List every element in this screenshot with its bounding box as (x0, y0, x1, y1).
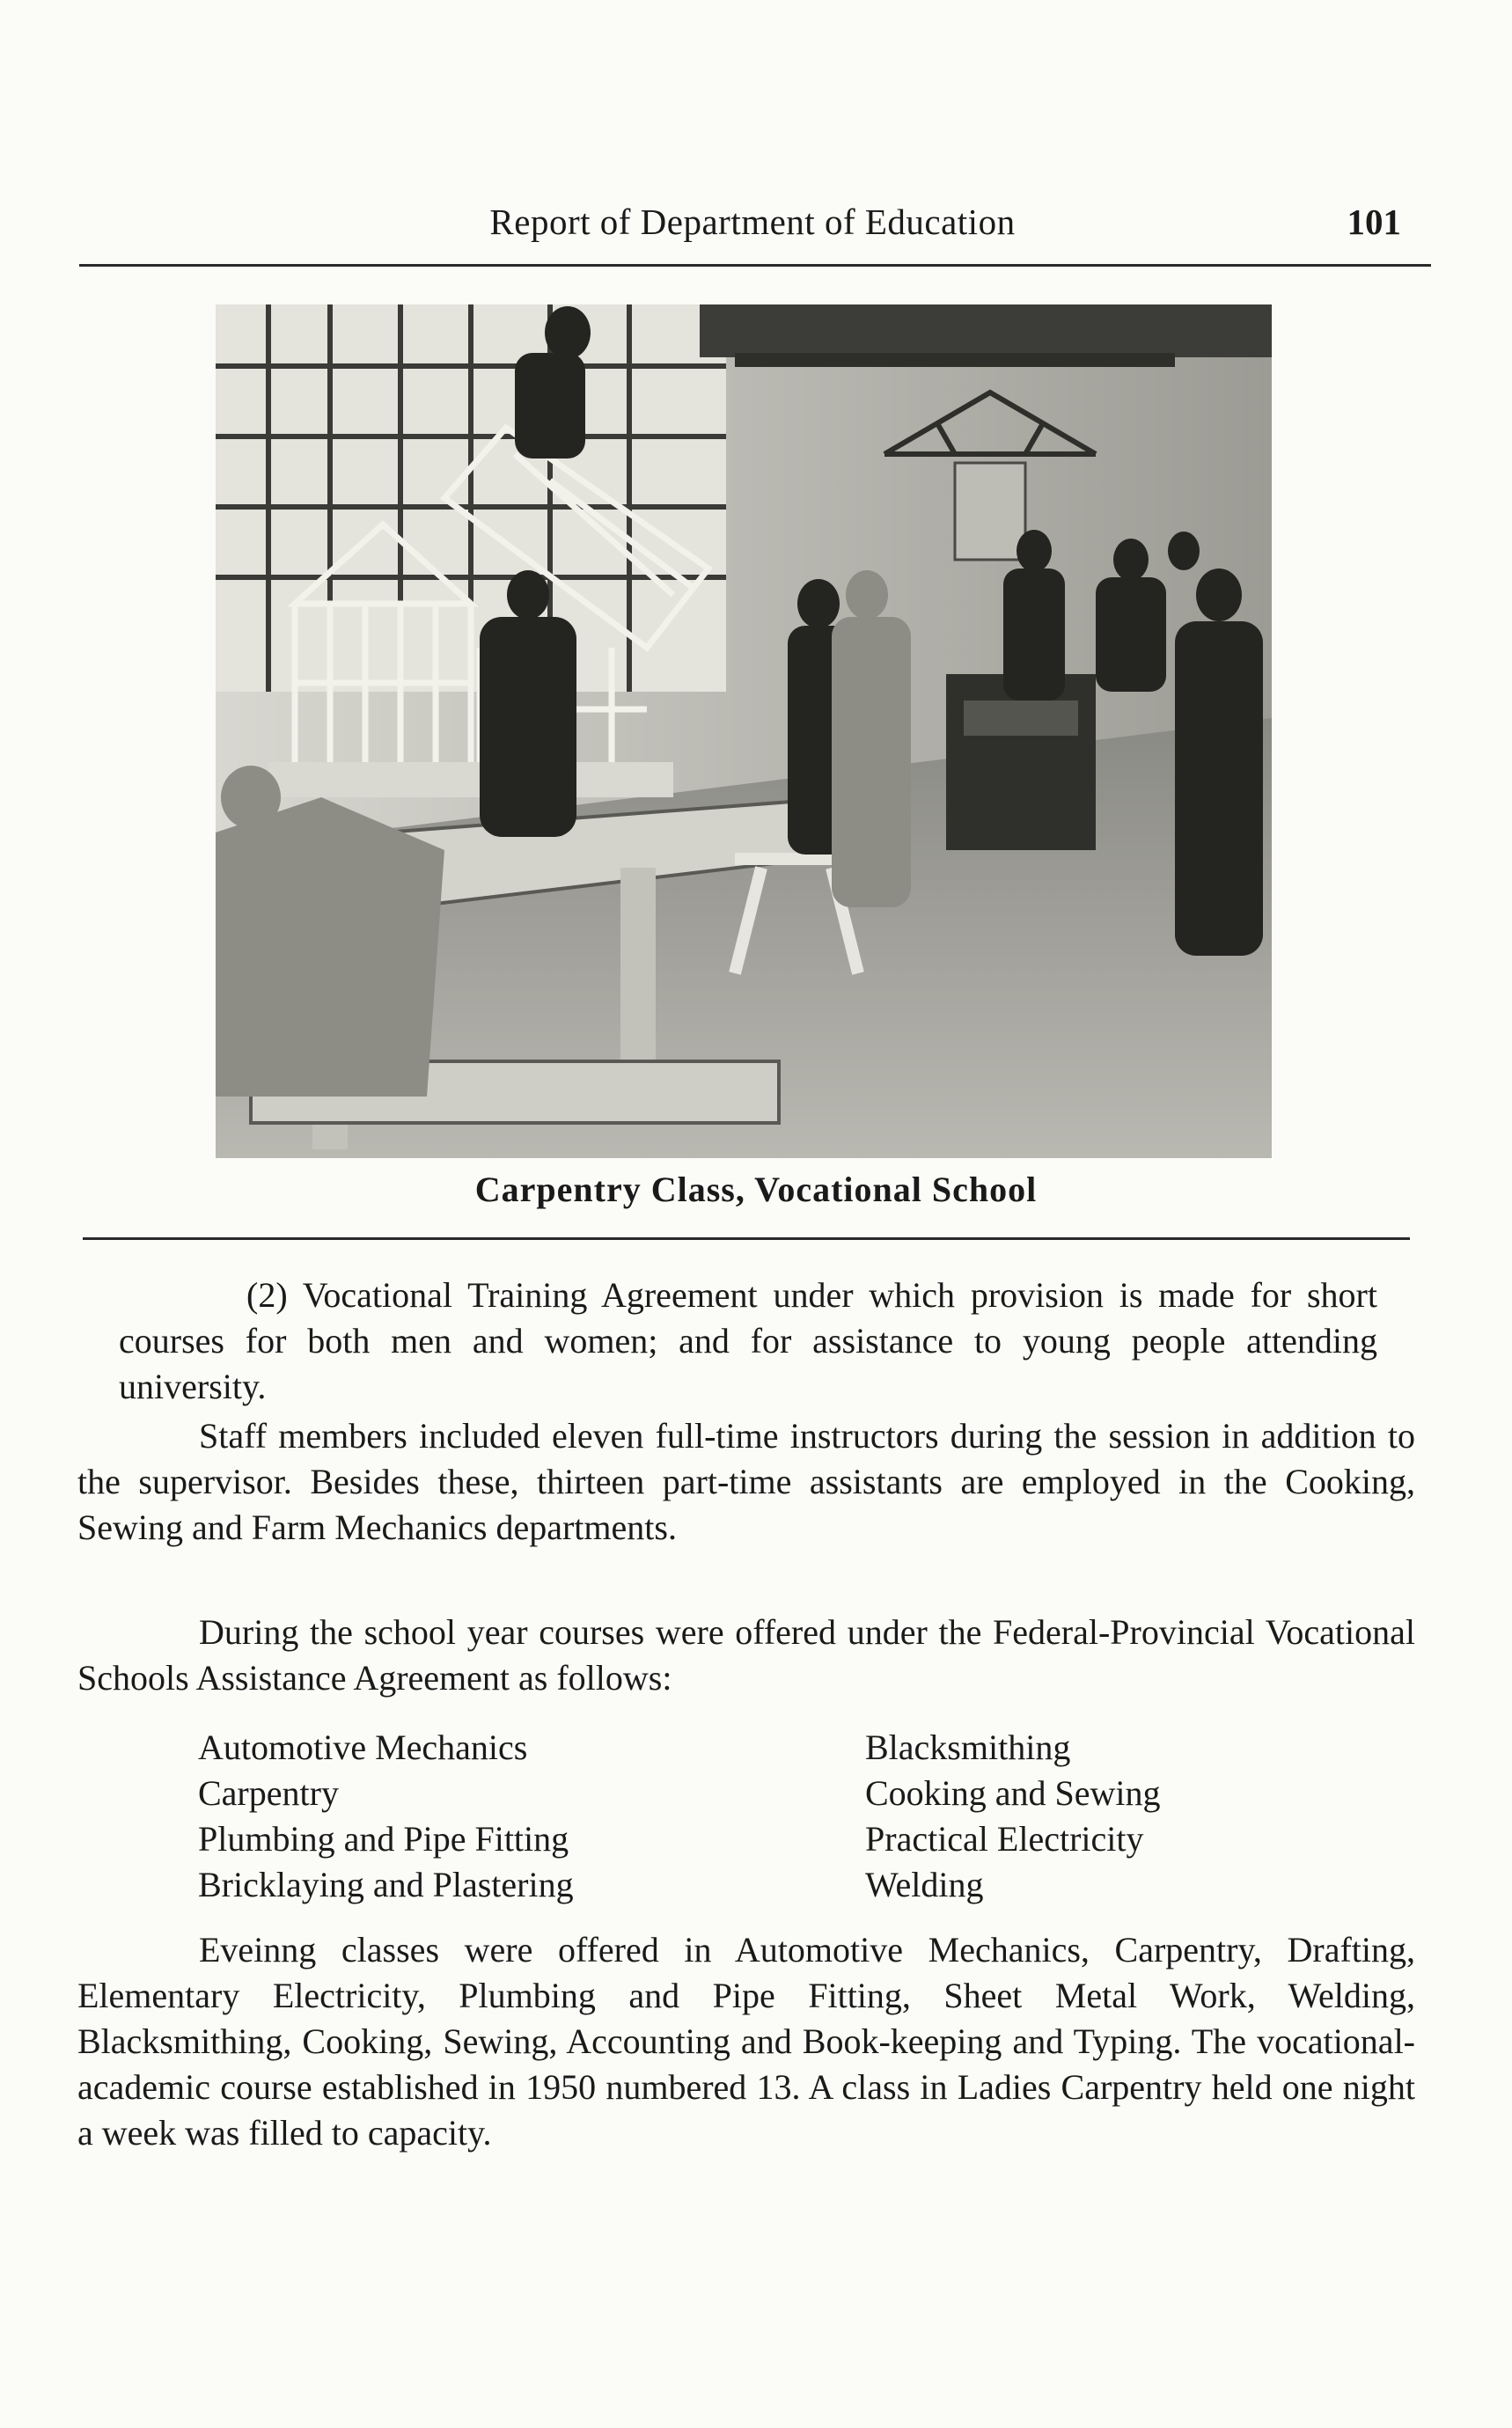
course-list (198, 1725, 1298, 1908)
course-item: Cooking and Sewing (865, 1773, 1161, 1813)
paragraph-courses-offered: During the school year courses were offered under the Federal-Provincial Vocational Schools Assistance Agreement as follows: (77, 1612, 1415, 1698)
header-title: Report of Department of Education (489, 202, 1016, 242)
course-item: Automotive Mechanics (198, 1727, 528, 1767)
course-item: Carpentry (198, 1773, 339, 1813)
caption-rule (83, 1237, 1410, 1240)
paragraph-staff-members: Staff members included eleven full-time instructors during the session in addition to the supervisor. Besides these, thirteen part-time assistants are employed in the Cooking, Sewing and Farm Mechanics departments. (77, 1416, 1415, 1547)
page-number: 101 (1347, 202, 1401, 242)
course-item: Plumbing and Pipe Fitting (198, 1819, 569, 1859)
paragraph-vocational-training-agreement: (2) Vocational Training Agreement under which provision is made for short courses for both men and women; and for assistance to young people attending university. (119, 1275, 1377, 1406)
header-rule (79, 264, 1431, 267)
carpentry-class-photo (216, 304, 1272, 1158)
course-item: Blacksmithing (865, 1727, 1071, 1767)
paragraph-evening-classes: Eveinng classes were offered in Automotive Mechanics, Carpentry, Drafting, Elementary Electricity, Plumbing and Pipe Fitting, Sheet Metal Work, Welding, Blacksmithing, Cooking, Sewing, Accounting and Book-keeping and Typing. The vocational-academic course established in 1950 numbered 13. A class in Ladies Carpentry held one night a week was filled to capacity. (77, 1930, 1415, 2153)
course-item: Practical Electricity (865, 1819, 1144, 1859)
course-item: Bricklaying and Plastering (198, 1865, 574, 1904)
figure-caption: Carpentry Class, Vocational School (474, 1170, 1038, 1209)
course-item: Welding (865, 1865, 984, 1904)
running-header (77, 201, 1428, 264)
